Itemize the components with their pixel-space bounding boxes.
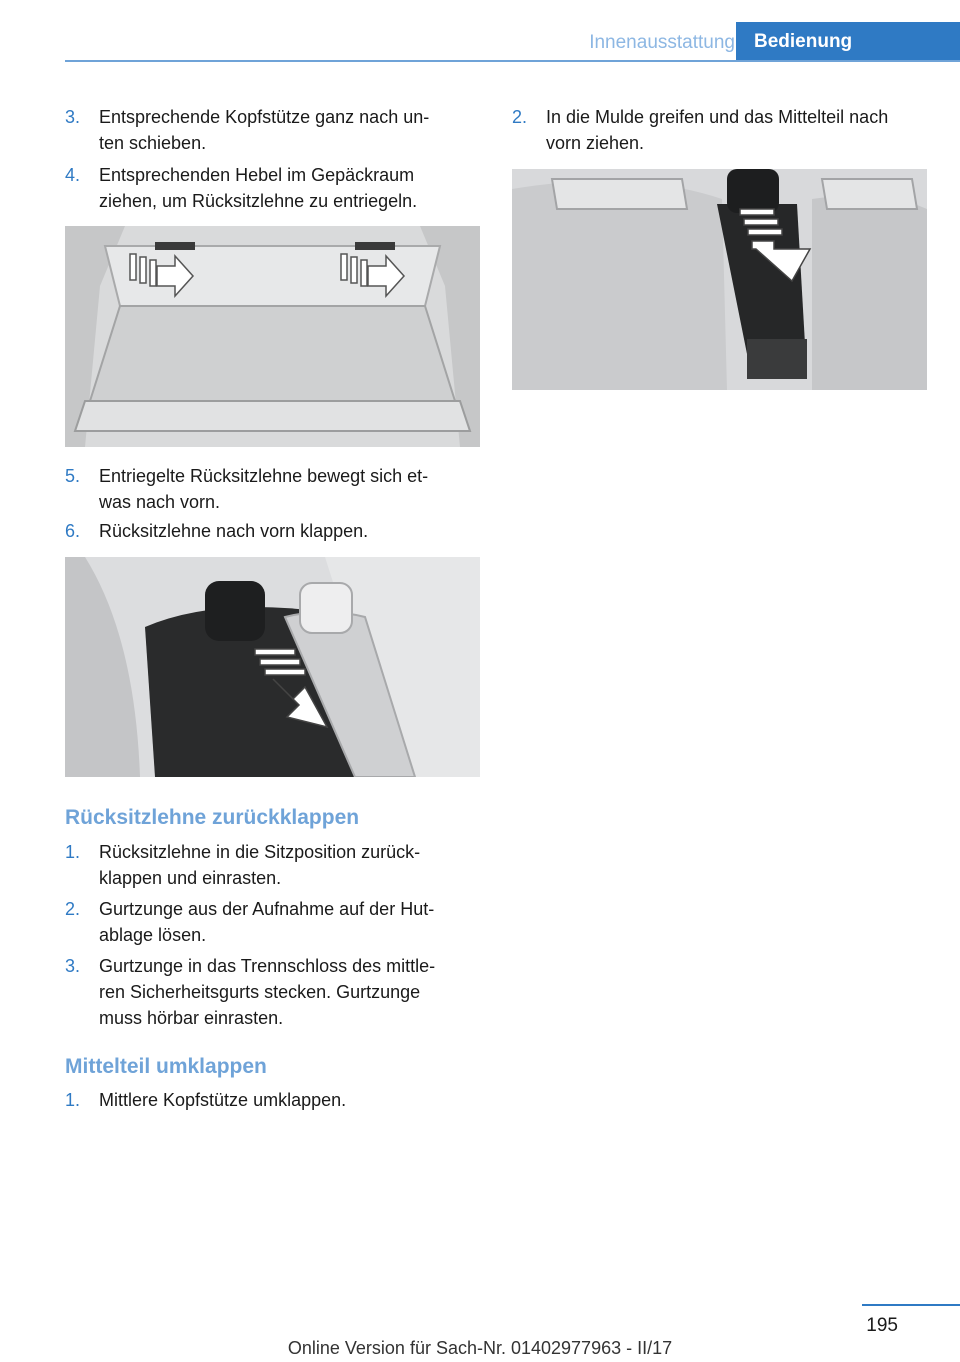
step-text-line: ziehen, um Rücksitzlehne zu entriegeln. <box>99 191 418 211</box>
step-text-line: Gurtzunge aus der Aufnahme auf der Hut- <box>99 899 435 919</box>
step-number: 1. <box>65 1090 81 1110</box>
header-section-title: Innenausstattung <box>589 32 735 53</box>
step-number: 6. <box>65 521 81 541</box>
step-4-hebel <box>65 162 485 214</box>
section-heading-mittelteil: Mittelteil umklappen <box>65 1055 267 1078</box>
step-text-line: ten schieben. <box>99 133 207 153</box>
backrest-fold-illustration <box>65 557 480 777</box>
center-section-illustration <box>512 169 927 390</box>
step-number: 2. <box>65 899 81 919</box>
step-3-trennschloss <box>65 953 485 1031</box>
step-1-kopfstuetze-umklappen <box>65 1087 485 1113</box>
step-text-line: Rücksitzlehne in die Sitzposition zurück- <box>99 842 421 862</box>
step-text-line: ren Sicherheitsgurts stecken. Gurtzunge <box>99 982 421 1002</box>
step-text-line: vorn ziehen. <box>546 133 645 153</box>
page-number: 195 <box>866 1315 898 1336</box>
footer-rule <box>862 1304 960 1306</box>
step-number: 5. <box>65 466 81 486</box>
step-2-mulde <box>512 104 952 156</box>
step-number: 4. <box>65 165 81 185</box>
step-text-line: was nach vorn. <box>99 492 221 512</box>
step-text-line: Entsprechende Kopfstütze ganz nach un- <box>99 107 430 127</box>
step-2-gurtzunge-loesen <box>65 896 485 948</box>
step-6-klappen <box>65 518 485 544</box>
step-3-kopfstuetze <box>65 104 485 156</box>
footer-online-version: Online Version für Sach-Nr. 01402977963 - II/17 <box>287 1338 673 1358</box>
step-text-line: In die Mulde greifen und das Mittelteil nach <box>546 107 889 127</box>
step-number: 3. <box>65 107 81 127</box>
step-1-sitzposition <box>65 839 485 891</box>
step-text-line: muss hörbar einrasten. <box>99 1008 284 1028</box>
header-rule <box>65 60 960 62</box>
trunk-illustration <box>65 226 480 447</box>
step-text-line: klappen und einrasten. <box>99 868 282 888</box>
section-heading-zurueckklappen: Rücksitzlehne zurückklappen <box>65 806 360 829</box>
step-text-line: Gurtzunge in das Trennschloss des mittle- <box>99 956 436 976</box>
step-text-line: Entsprechenden Hebel im Gepäckraum <box>99 165 415 185</box>
step-number: 2. <box>512 107 528 127</box>
step-number: 1. <box>65 842 81 862</box>
step-text-line: Entriegelte Rücksitzlehne bewegt sich et- <box>99 466 429 486</box>
header-chapter-tab: Bedienung <box>736 22 960 62</box>
step-number: 3. <box>65 956 81 976</box>
step-text-line: Rücksitzlehne nach vorn klappen. <box>99 521 369 541</box>
step-text-line: Mittlere Kopfstütze umklappen. <box>99 1090 347 1110</box>
step-5-entriegelt <box>65 463 485 515</box>
step-text-line: ablage lösen. <box>99 925 207 945</box>
